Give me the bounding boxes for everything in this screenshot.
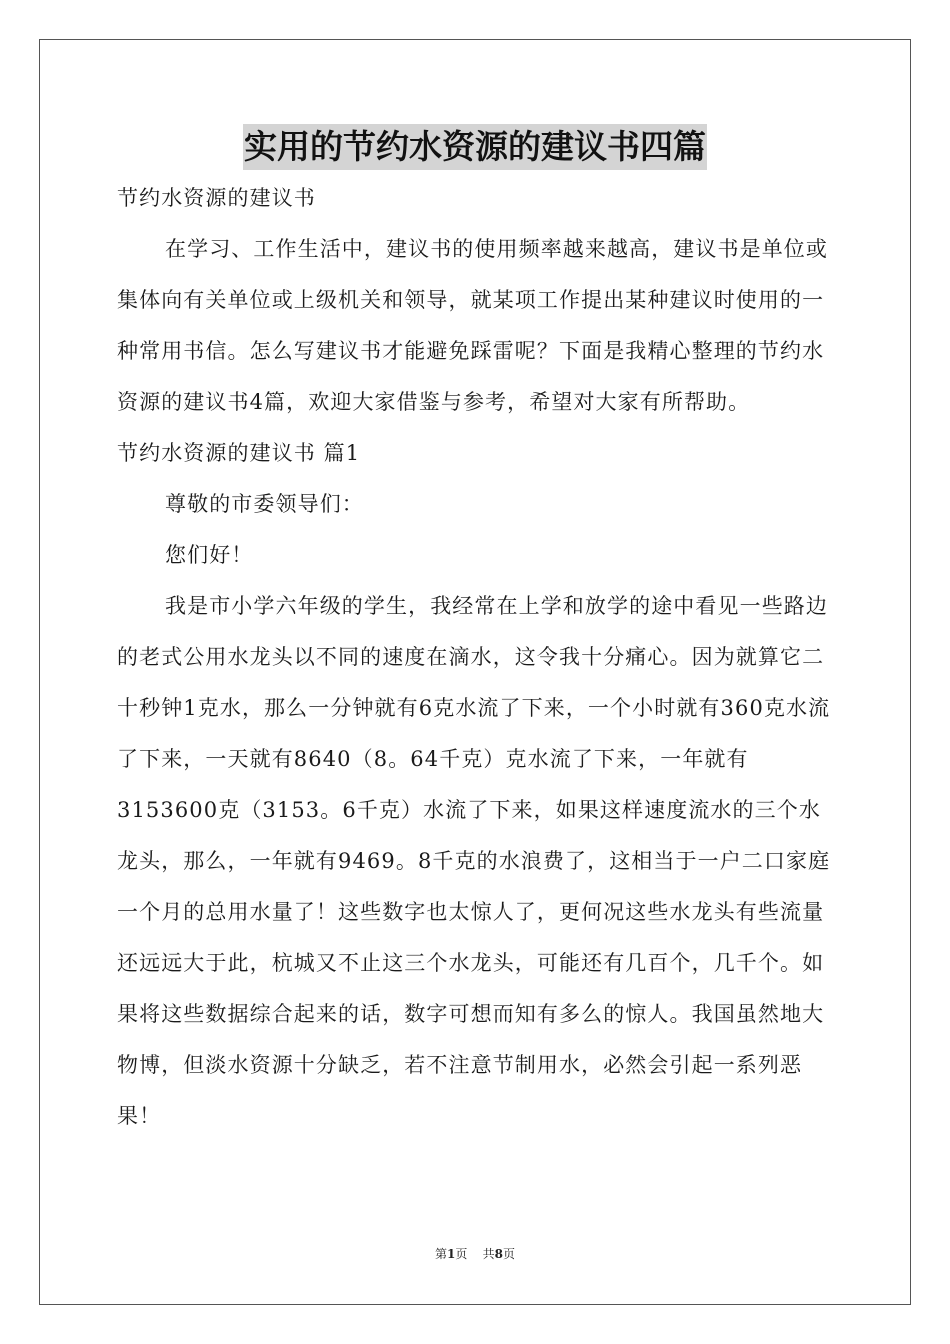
page-suffix: 页 bbox=[455, 1247, 468, 1261]
section-heading: 节约水资源的建议书 bbox=[117, 186, 316, 210]
body-paragraph: 我是市小学六年级的学生，我经常在上学和放学的途中看见一些路边的老式公用水龙头以不同的速度在滴水，这令我十分痛心。因为就算它二十秒钟1克水，那么一分钟就有6克水流了下来，一个小时就有360克水流了下来，一天就有8640（8。64千克）克水流了下来，一年就有3153600克（3153。6千克）水流了下来，如果这样速度流水的三个水龙头，那么，一年就有9469。8千克的水浪费了，这相当于一户二口家庭一个月的总用水量了！这些数字也太惊人了，更何况这些水龙头有些流量还远远大于此，杭城又不止这三个水龙头，可能还有几百个，几千个。如果将这些数据综合起来的话，数字可想而知有多么的惊人。我国虽然地大物博，但淡水资源十分缺乏，若不注意节制用水，必然会引起一系列恶果！ bbox=[117, 594, 831, 1128]
section-heading: 节约水资源的建议书 篇1 bbox=[117, 441, 361, 465]
total-pages: 8 bbox=[494, 1247, 503, 1261]
page-footer bbox=[0, 1245, 950, 1262]
greeting: 您们好！ bbox=[165, 543, 254, 567]
title-container bbox=[0, 124, 950, 170]
page-prefix: 第 bbox=[434, 1247, 447, 1261]
intro-paragraph: 在学习、工作生活中，建议书的使用频率越来越高，建议书是单位或集体向有关单位或上级机关和领导，就某项工作提出某种建议时使用的一种常用书信。怎么写建议书才能避免踩雷呢？下面是我精心整理的节约水资源的建议书4篇，欢迎大家借鉴与参考，希望对大家有所帮助。 bbox=[117, 237, 828, 414]
total-suffix: 页 bbox=[503, 1247, 516, 1261]
total-prefix: 共 bbox=[482, 1247, 495, 1261]
salutation: 尊敬的市委领导们： bbox=[165, 492, 364, 516]
document-title: 实用的节约水资源的建议书四篇 bbox=[243, 124, 707, 170]
page-number: 1 bbox=[446, 1247, 456, 1261]
document-body bbox=[117, 173, 837, 1142]
